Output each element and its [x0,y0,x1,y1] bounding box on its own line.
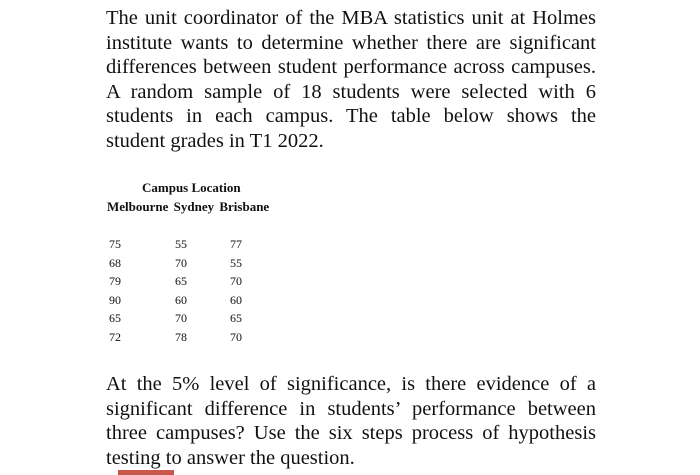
header-brisbane: Brisbane [219,199,270,214]
table-cell: 68 [109,255,121,270]
table-caption: Campus Location [142,180,241,195]
table-cell: 60 [230,292,242,307]
intro-paragraph: The unit coordinator of the MBA statistics unit at Holmes institute wants to determine whether there are significant differences between student performance across campuses. A random sample of 18 students were selected with 6 students in each campus. The table below shows the student grades in T1 2022. [106,7,596,152]
table-cell: 77 [230,237,242,251]
table-cell: 75 [109,237,121,251]
column-sydney [175,235,187,346]
table-header-row [107,199,271,215]
table-cell: 70 [175,311,187,325]
header-melbourne: Melbourne [107,199,169,214]
clipped-text-fragment [118,470,174,475]
table-cell: 65 [109,311,121,325]
table-cell: 65 [230,311,242,325]
question-paragraph: At the 5% level of significance, is there evidence of a significant difference in students’ performance between three campuses? Use the six steps process of hypothesis testing to answer the question. [106,373,596,469]
table-cell: 65 [175,274,187,288]
column-melbourne [109,235,121,346]
table-cell: 70 [175,255,187,270]
table-cell: 70 [230,329,242,344]
table-cell: 55 [230,255,242,270]
table-cell: 72 [109,329,121,344]
table-cell: 79 [109,274,121,288]
header-sydney: Sydney [173,199,215,214]
table-cell: 78 [175,329,187,344]
table-cell: 70 [230,274,242,288]
table-cell: 55 [175,237,187,251]
column-brisbane [230,235,242,346]
table-cell: 60 [175,292,187,307]
table-cell: 90 [109,292,121,307]
